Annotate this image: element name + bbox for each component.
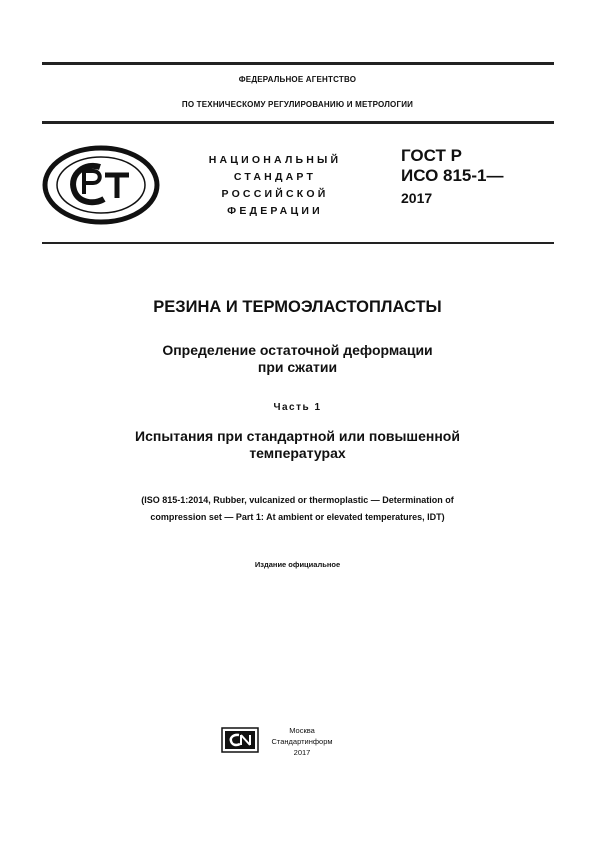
standard-type bbox=[185, 152, 365, 220]
standard-designation bbox=[401, 146, 504, 186]
standard-type-line: РОССИЙСКОЙ bbox=[221, 188, 329, 200]
publisher-city: Москва bbox=[289, 726, 315, 735]
main-title: РЕЗИНА И ТЕРМОЭЛАСТОПЛАСТЫ bbox=[153, 298, 442, 316]
edition-note: Издание официальное bbox=[254, 560, 341, 569]
standard-type-line: НАЦИОНАЛЬНЫЙ bbox=[208, 154, 342, 166]
designation-line-2: ИСО 815-1— bbox=[401, 166, 504, 185]
part-label: Часть 1 bbox=[273, 402, 322, 413]
iso-reference bbox=[0, 492, 595, 526]
part-title bbox=[0, 428, 595, 462]
publisher-logo-icon bbox=[221, 727, 259, 753]
iso-reference-line-1: (ISO 815-1:2014, Rubber, vulcanized or thermoplastic — Determination of bbox=[141, 495, 454, 505]
top-rule bbox=[42, 62, 554, 65]
iso-reference-line-2: compression set — Part 1: At ambient or elevated temperatures, IDT) bbox=[150, 512, 445, 522]
publisher-year: 2017 bbox=[293, 748, 311, 757]
section-rule bbox=[42, 242, 554, 244]
part-title-line-1: Испытания при стандартной или повышенной bbox=[135, 428, 460, 444]
standard-type-line: СТАНДАРТ bbox=[233, 171, 317, 183]
rst-logo-icon bbox=[42, 145, 160, 225]
part-title-line-2: температурах bbox=[249, 445, 346, 461]
subtitle-line-1: Определение остаточной деформации bbox=[162, 342, 433, 358]
publisher-info bbox=[262, 725, 342, 758]
publisher-name: Стандартинформ bbox=[271, 737, 333, 746]
designation-year: 2017 bbox=[401, 190, 433, 206]
designation-line-1: ГОСТ Р bbox=[401, 146, 462, 165]
standard-type-line: ФЕДЕРАЦИИ bbox=[227, 205, 323, 217]
subtitle-line-2: при сжатии bbox=[257, 359, 338, 375]
subtitle bbox=[0, 342, 595, 376]
agency-line-1: ФЕДЕРАЛЬНОЕ АГЕНТСТВО bbox=[238, 75, 357, 84]
header-rule bbox=[42, 121, 554, 124]
agency-line-2: ПО ТЕХНИЧЕСКОМУ РЕГУЛИРОВАНИЮ И МЕТРОЛОГИИ bbox=[181, 100, 414, 109]
